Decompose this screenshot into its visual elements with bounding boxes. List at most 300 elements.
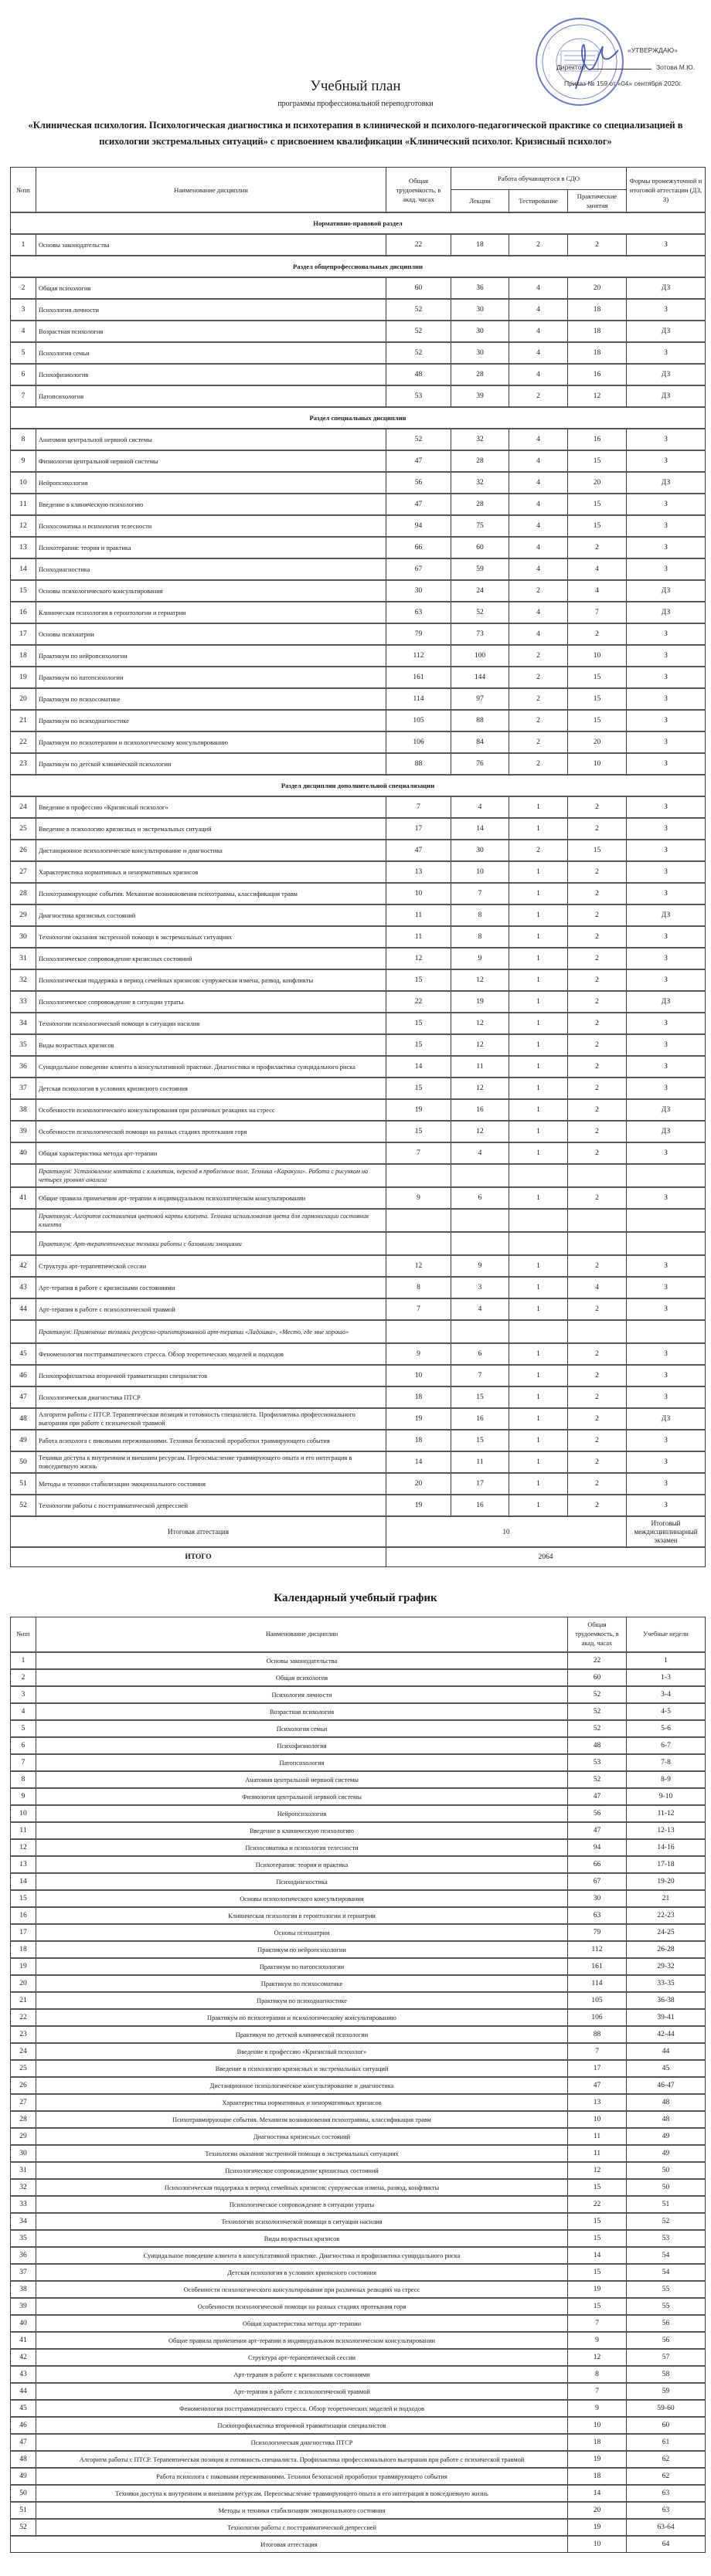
discipline-name: Характеристика нормативных и ненормативных кризисов [36, 861, 386, 883]
row-number: 32 [11, 2179, 36, 2196]
table-row [11, 1495, 706, 1516]
empty-cell [11, 1164, 36, 1187]
table-row [11, 904, 706, 926]
row-number: 8 [11, 1771, 36, 1788]
total-hours: 161 [386, 667, 451, 688]
row-number: 41 [11, 1187, 36, 1209]
calendar-row [11, 2230, 706, 2247]
lecture-hours: 12 [451, 1013, 509, 1034]
row-number: 42 [11, 2349, 36, 2366]
total-hours: 47 [568, 1822, 627, 1839]
calendar-row [11, 1992, 706, 2009]
total-hours: 47 [568, 2077, 627, 2094]
testing-hours: 1 [509, 861, 568, 883]
discipline-name: Техники доступа к внутренним и внешним ресурсам. Переосмысление травмирующего опыта и его интеграция в повседневную жизнь [36, 1451, 386, 1473]
discipline-name: Техники доступа к внутренним и внешним ресурсам. Переосмысление травмирующего опыта и его интеграция в повседневную жизнь [36, 2485, 568, 2502]
row-number: 30 [11, 926, 36, 948]
total-hours: 15 [568, 2298, 627, 2315]
calendar-row [11, 2298, 706, 2315]
table-row [11, 342, 706, 364]
practice-hours: 2 [568, 1473, 627, 1495]
row-number: 29 [11, 904, 36, 926]
row-number: 11 [11, 1822, 36, 1839]
lecture-hours: 88 [451, 710, 509, 731]
attestation-form: З [627, 1034, 706, 1056]
calendar-row [11, 1771, 706, 1788]
table-row [11, 580, 706, 602]
calendar-row [11, 2383, 706, 2400]
testing-hours: 2 [509, 580, 568, 602]
practice-hours: 12 [568, 385, 627, 407]
discipline-name: Практикум по психодиагностике [36, 710, 386, 731]
attestation-form: ДЗ [627, 602, 706, 623]
practice-hours: 2 [568, 1298, 627, 1320]
attestation-form: З [627, 731, 706, 753]
total-hours: 17 [386, 818, 451, 840]
total-hours: 11 [386, 904, 451, 926]
row-number: 20 [11, 1975, 36, 1992]
row-number: 25 [11, 818, 36, 840]
practice-hours: 2 [568, 1099, 627, 1121]
lecture-hours: 8 [451, 904, 509, 926]
study-weeks: 29-32 [627, 1958, 706, 1975]
total-hours: 14 [568, 2247, 627, 2264]
practicum-note-row [11, 1232, 706, 1255]
study-weeks: 62 [627, 2451, 706, 2468]
discipline-name: Психотравмирующие события. Механизм возникновения психотравмы, классификация травм [36, 2111, 568, 2128]
lecture-hours: 18 [451, 234, 509, 256]
practice-hours: 2 [568, 537, 627, 558]
total-hours: 7 [568, 2383, 627, 2400]
table-row [11, 1343, 706, 1365]
total-hours: 63 [568, 1907, 627, 1924]
director-title: Директор [556, 63, 586, 71]
discipline-name: Общая психология [36, 277, 386, 299]
practice-hours: 20 [568, 472, 627, 494]
testing-hours: 1 [509, 1430, 568, 1451]
row-number: 43 [11, 2366, 36, 2383]
lecture-hours: 28 [451, 364, 509, 385]
discipline-name: Диагностика кризисных состояний [36, 2128, 568, 2145]
row-number: 1 [11, 234, 36, 256]
lecture-hours: 14 [451, 818, 509, 840]
practice-hours: 15 [568, 667, 627, 688]
row-number: 32 [11, 969, 36, 991]
row-number: 35 [11, 1034, 36, 1056]
total-hours: 18 [568, 2468, 627, 2485]
study-weeks: 8-9 [627, 1771, 706, 1788]
calendar-row [11, 1873, 706, 1890]
calendar-row [11, 2060, 706, 2077]
table-row [11, 472, 706, 494]
calendar-row [11, 1669, 706, 1686]
calendar-row [11, 2213, 706, 2230]
practice-hours: 20 [568, 277, 627, 299]
discipline-name: Детская психология в условиях кризисного состояния [36, 1078, 386, 1099]
total-hours: 53 [568, 1754, 627, 1771]
calendar-table [10, 1617, 706, 2553]
total-hours: 56 [386, 472, 451, 494]
discipline-name: Практикум по детской клинической психологии [36, 2026, 568, 2043]
row-number: 26 [11, 2077, 36, 2094]
total-hours: 19 [386, 1099, 451, 1121]
testing-hours: 2 [509, 731, 568, 753]
practice-hours: 15 [568, 688, 627, 710]
section-header-row [11, 407, 706, 429]
total-hours: 105 [386, 710, 451, 731]
calendar-row [11, 2094, 706, 2111]
total-hours: 15 [568, 2179, 627, 2196]
row-number: 2 [11, 277, 36, 299]
table-row [11, 450, 706, 472]
table-row [11, 1099, 706, 1121]
study-weeks: 54 [627, 2247, 706, 2264]
calendar-row [11, 2026, 706, 2043]
lecture-hours: 12 [451, 1121, 509, 1142]
calendar-row [11, 1720, 706, 1737]
attestation-form: З [627, 1386, 706, 1408]
total-hours: 15 [568, 2230, 627, 2247]
practicum-note-row [11, 1320, 706, 1343]
calendar-row [11, 1822, 706, 1839]
calendar-row [11, 2417, 706, 2434]
study-weeks: 51 [627, 2196, 706, 2213]
calendar-row [11, 1805, 706, 1822]
final-attestation-hours: 10 [568, 2536, 627, 2553]
page-title: Учебный план [310, 78, 401, 94]
table-row [11, 1142, 706, 1164]
study-weeks: 46-47 [627, 2077, 706, 2094]
attestation-form: З [627, 299, 706, 321]
testing-hours: 4 [509, 429, 568, 450]
total-hours: 94 [386, 515, 451, 537]
practice-hours: 18 [568, 299, 627, 321]
study-weeks: 44 [627, 2043, 706, 2060]
testing-hours: 1 [509, 1386, 568, 1408]
practice-hours: 2 [568, 1142, 627, 1164]
lecture-hours: 17 [451, 1473, 509, 1495]
study-weeks: 1 [627, 1652, 706, 1669]
total-hours: 52 [386, 342, 451, 364]
total-hours: 79 [386, 623, 451, 645]
empty-cell [568, 1320, 627, 1343]
total-hours: 15 [568, 2213, 627, 2230]
practice-hours: 2 [568, 1078, 627, 1099]
row-number: 25 [11, 2060, 36, 2077]
cal-header-name: Наименование дисциплин [36, 1617, 568, 1653]
table-row [11, 1298, 706, 1320]
discipline-name: Основы психиатрии [36, 1924, 568, 1941]
total-hours: 15 [568, 2264, 627, 2281]
table-row [11, 623, 706, 645]
total-hours: 47 [386, 494, 451, 515]
discipline-name: Психология семьи [36, 1720, 568, 1737]
discipline-name: Феноменология посттравматического стресса. Обзор теоретических моделей и подходов [36, 1343, 386, 1365]
empty-cell [451, 1164, 509, 1187]
discipline-name: Введение в клиническую психологию [36, 1822, 568, 1839]
lecture-hours: 11 [451, 1056, 509, 1078]
lecture-hours: 12 [451, 1034, 509, 1056]
discipline-name: Клиническая психология в геронтологии и гериатрии [36, 602, 386, 623]
study-weeks: 61 [627, 2434, 706, 2451]
study-weeks: 56 [627, 2315, 706, 2332]
study-weeks: 3-4 [627, 1686, 706, 1703]
attestation-form: З [627, 1056, 706, 1078]
row-number: 52 [11, 2519, 36, 2536]
practice-hours: 2 [568, 926, 627, 948]
table-row [11, 861, 706, 883]
total-hours: 52 [568, 1703, 627, 1720]
discipline-name: Технологии психологической помощи в ситуации насилия [36, 1013, 386, 1034]
total-hours: 112 [568, 1941, 627, 1958]
testing-hours: 1 [509, 1255, 568, 1277]
study-weeks: 50 [627, 2179, 706, 2196]
total-hours: 12 [386, 948, 451, 969]
col-header-num: №пп [11, 168, 36, 213]
testing-hours: 4 [509, 515, 568, 537]
discipline-name: Характеристика нормативных и ненормативных кризисов [36, 2094, 568, 2111]
discipline-name: Анатомия центральной нервной системы [36, 1771, 568, 1788]
testing-hours: 1 [509, 969, 568, 991]
study-weeks: 12-13 [627, 1822, 706, 1839]
calendar-row [11, 2043, 706, 2060]
lecture-hours: 75 [451, 515, 509, 537]
total-hours: 15 [386, 1121, 451, 1142]
testing-hours: 1 [509, 1121, 568, 1142]
practice-hours: 2 [568, 1365, 627, 1386]
empty-cell [568, 1209, 627, 1232]
col-header-name: Наименование дисциплин [36, 168, 386, 213]
total-hours: 66 [386, 537, 451, 558]
practice-hours: 2 [568, 1451, 627, 1473]
row-number: 24 [11, 2043, 36, 2060]
discipline-name: Введение в психологию кризисных и экстремальных ситуаций [36, 818, 386, 840]
testing-hours: 4 [509, 537, 568, 558]
attestation-form: З [627, 948, 706, 969]
row-number: 38 [11, 2281, 36, 2298]
total-hours: 161 [568, 1958, 627, 1975]
table-row [11, 558, 706, 580]
empty-cell [568, 1164, 627, 1187]
discipline-name: Клиническая психология в геронтологии и гериатрии [36, 1907, 568, 1924]
row-number: 36 [11, 1056, 36, 1078]
attestation-form: З [627, 840, 706, 861]
study-weeks: 6-7 [627, 1737, 706, 1754]
practice-hours: 2 [568, 1034, 627, 1056]
testing-hours: 4 [509, 364, 568, 385]
lecture-hours: 7 [451, 883, 509, 904]
discipline-name: Феноменология посттравматического стресса. Обзор теоретических моделей и подходов [36, 2400, 568, 2417]
total-hours: 7 [386, 1298, 451, 1320]
attestation-form: ДЗ [627, 385, 706, 407]
discipline-name: Возрастная психология [36, 1703, 568, 1720]
table-row [11, 688, 706, 710]
lecture-hours: 4 [451, 1298, 509, 1320]
study-weeks: 5-6 [627, 1720, 706, 1737]
attestation-form: З [627, 623, 706, 645]
practicum-note-row [11, 1164, 706, 1187]
calendar-row [11, 2111, 706, 2128]
attestation-form: З [627, 1298, 706, 1320]
calendar-row [11, 1703, 706, 1720]
total-hours: 52 [386, 429, 451, 450]
study-weeks: 60 [627, 2417, 706, 2434]
row-number: 6 [11, 364, 36, 385]
total-hours: 9 [568, 2332, 627, 2349]
row-number: 13 [11, 1856, 36, 1873]
empty-cell [509, 1209, 568, 1232]
study-weeks: 39-41 [627, 2009, 706, 2026]
table-row [11, 818, 706, 840]
row-number: 24 [11, 796, 36, 818]
row-number: 14 [11, 558, 36, 580]
row-number: 29 [11, 2128, 36, 2145]
empty-cell [627, 1209, 706, 1232]
section-title: Раздел дисциплин дополнительной специализации [11, 775, 706, 796]
empty-cell [509, 1232, 568, 1255]
table-row [11, 1430, 706, 1451]
attestation-form: З [627, 537, 706, 558]
study-weeks: 45 [627, 2060, 706, 2077]
discipline-name: Структура арт-терапевтической сессии [36, 1255, 386, 1277]
empty-cell [386, 1164, 451, 1187]
calendar-row [11, 2502, 706, 2519]
study-weeks: 50 [627, 2162, 706, 2179]
total-hours: 14 [568, 2485, 627, 2502]
discipline-name: Работа психолога с пиковыми переживаниями. Техники безопасной проработки травмирующего события [36, 1430, 386, 1451]
discipline-name: Алгоритм работы с ПТСР. Терапевтическая позиция и готовность специалиста. Профилактика профессионального выгорания при работе с психической травмой [36, 1408, 386, 1430]
discipline-name: Психодиагностика [36, 558, 386, 580]
lecture-hours: 7 [451, 1365, 509, 1386]
attestation-form: З [627, 645, 706, 667]
discipline-name: Психодиагностика [36, 1873, 568, 1890]
table-row [11, 969, 706, 991]
testing-hours: 1 [509, 1034, 568, 1056]
lecture-hours: 8 [451, 926, 509, 948]
testing-hours: 1 [509, 1187, 568, 1209]
total-hours: 7 [386, 1142, 451, 1164]
row-number: 10 [11, 1805, 36, 1822]
total-hours: 112 [386, 645, 451, 667]
study-weeks: 7-8 [627, 1754, 706, 1771]
testing-hours: 1 [509, 796, 568, 818]
attestation-form: З [627, 342, 706, 364]
discipline-name: Технологии оказания экстренной помощи в экстремальных ситуациях [36, 926, 386, 948]
discipline-name: Практикум по патопсихологии [36, 1958, 568, 1975]
discipline-name: Особенности психологической помощи на разных стадиях протекания горя [36, 1121, 386, 1142]
calendar-row [11, 2315, 706, 2332]
col-header-testing: Тестирование [509, 190, 568, 213]
practice-hours: 2 [568, 1056, 627, 1078]
discipline-name: Психотерапия: теория и практика [36, 1856, 568, 1873]
row-number: 46 [11, 1365, 36, 1386]
total-hours: 53 [386, 385, 451, 407]
lecture-hours: 30 [451, 299, 509, 321]
testing-hours: 1 [509, 883, 568, 904]
table-row [11, 429, 706, 450]
row-number: 35 [11, 2230, 36, 2247]
practice-hours: 15 [568, 840, 627, 861]
attestation-form: З [627, 883, 706, 904]
empty-cell [386, 1232, 451, 1255]
lecture-hours: 60 [451, 537, 509, 558]
table-row [11, 645, 706, 667]
testing-hours: 1 [509, 1298, 568, 1320]
attestation-form: З [627, 1343, 706, 1365]
attestation-form: З [627, 753, 706, 775]
testing-hours: 4 [509, 342, 568, 364]
attestation-form: З [627, 1495, 706, 1516]
program-title: «Клиническая психология. Психологическая диагностика и психотерапия в клинической и психолого-педагогической практике со специализацией в психологии экстремальных ситуаций» с присвоением квалификации «Клинический психолог. Кризисный психолог» [28, 120, 683, 147]
testing-hours: 4 [509, 472, 568, 494]
final-attestation-label: Итоговая аттестация [11, 2536, 568, 2553]
table-row [11, 667, 706, 688]
attestation-form: З [627, 1187, 706, 1209]
discipline-name: Психологическая поддержка в период семейных кризисов: супружеская измена, развод, конфликты [36, 969, 386, 991]
empty-cell [627, 1320, 706, 1343]
discipline-name: Общая психология [36, 1669, 568, 1686]
row-number: 41 [11, 2332, 36, 2349]
discipline-name: Введение в профессию «Кризисный психолог» [36, 2043, 568, 2060]
total-hours: 15 [386, 1078, 451, 1099]
discipline-name: Патопсихология [36, 385, 386, 407]
total-hours: 52 [568, 1686, 627, 1703]
practice-hours: 2 [568, 796, 627, 818]
table-row [11, 1034, 706, 1056]
final-attestation-form: Итоговый междисциплинарный экзамен [627, 1516, 706, 1547]
practice-hours: 2 [568, 623, 627, 645]
row-number: 34 [11, 1013, 36, 1034]
empty-cell [11, 1320, 36, 1343]
testing-hours: 4 [509, 450, 568, 472]
attestation-form: З [627, 1365, 706, 1386]
testing-hours: 2 [509, 753, 568, 775]
testing-hours: 1 [509, 1451, 568, 1473]
table-row [11, 926, 706, 948]
total-hours: 13 [386, 861, 451, 883]
section-title: Раздел специальных дисциплин [11, 407, 706, 429]
total-hours: 19 [568, 2281, 627, 2298]
total-hours: 60 [386, 277, 451, 299]
attestation-form: ДЗ [627, 1099, 706, 1121]
discipline-name: Особенности психологической помощи на разных стадиях протекания горя [36, 2298, 568, 2315]
discipline-name: Введение в профессию «Кризисный психолог» [36, 796, 386, 818]
attestation-form: З [627, 818, 706, 840]
total-hours: 56 [568, 1805, 627, 1822]
testing-hours: 1 [509, 818, 568, 840]
table-row [11, 883, 706, 904]
calendar-row [11, 2349, 706, 2366]
total-hours: 52 [386, 321, 451, 342]
row-number: 38 [11, 1099, 36, 1121]
section-title: Раздел общепрофессиональных дисциплин [11, 256, 706, 277]
discipline-name: Работа психолога с пиковыми переживаниями. Техники безопасной проработки травмирующего события [36, 2468, 568, 2485]
discipline-name: Арт-терапия в работе с кризисными состояниями [36, 1277, 386, 1298]
table-row [11, 321, 706, 342]
practice-hours: 2 [568, 1187, 627, 1209]
testing-hours: 4 [509, 321, 568, 342]
calendar-row [11, 1975, 706, 1992]
col-header-practice: Практические занятия [568, 190, 627, 213]
table-row [11, 710, 706, 731]
study-weeks: 1-3 [627, 1669, 706, 1686]
total-hours: 9 [568, 2400, 627, 2417]
row-number: 4 [11, 1703, 36, 1720]
practice-hours: 18 [568, 342, 627, 364]
row-number: 13 [11, 537, 36, 558]
table-row [11, 1013, 706, 1034]
row-number: 34 [11, 2213, 36, 2230]
